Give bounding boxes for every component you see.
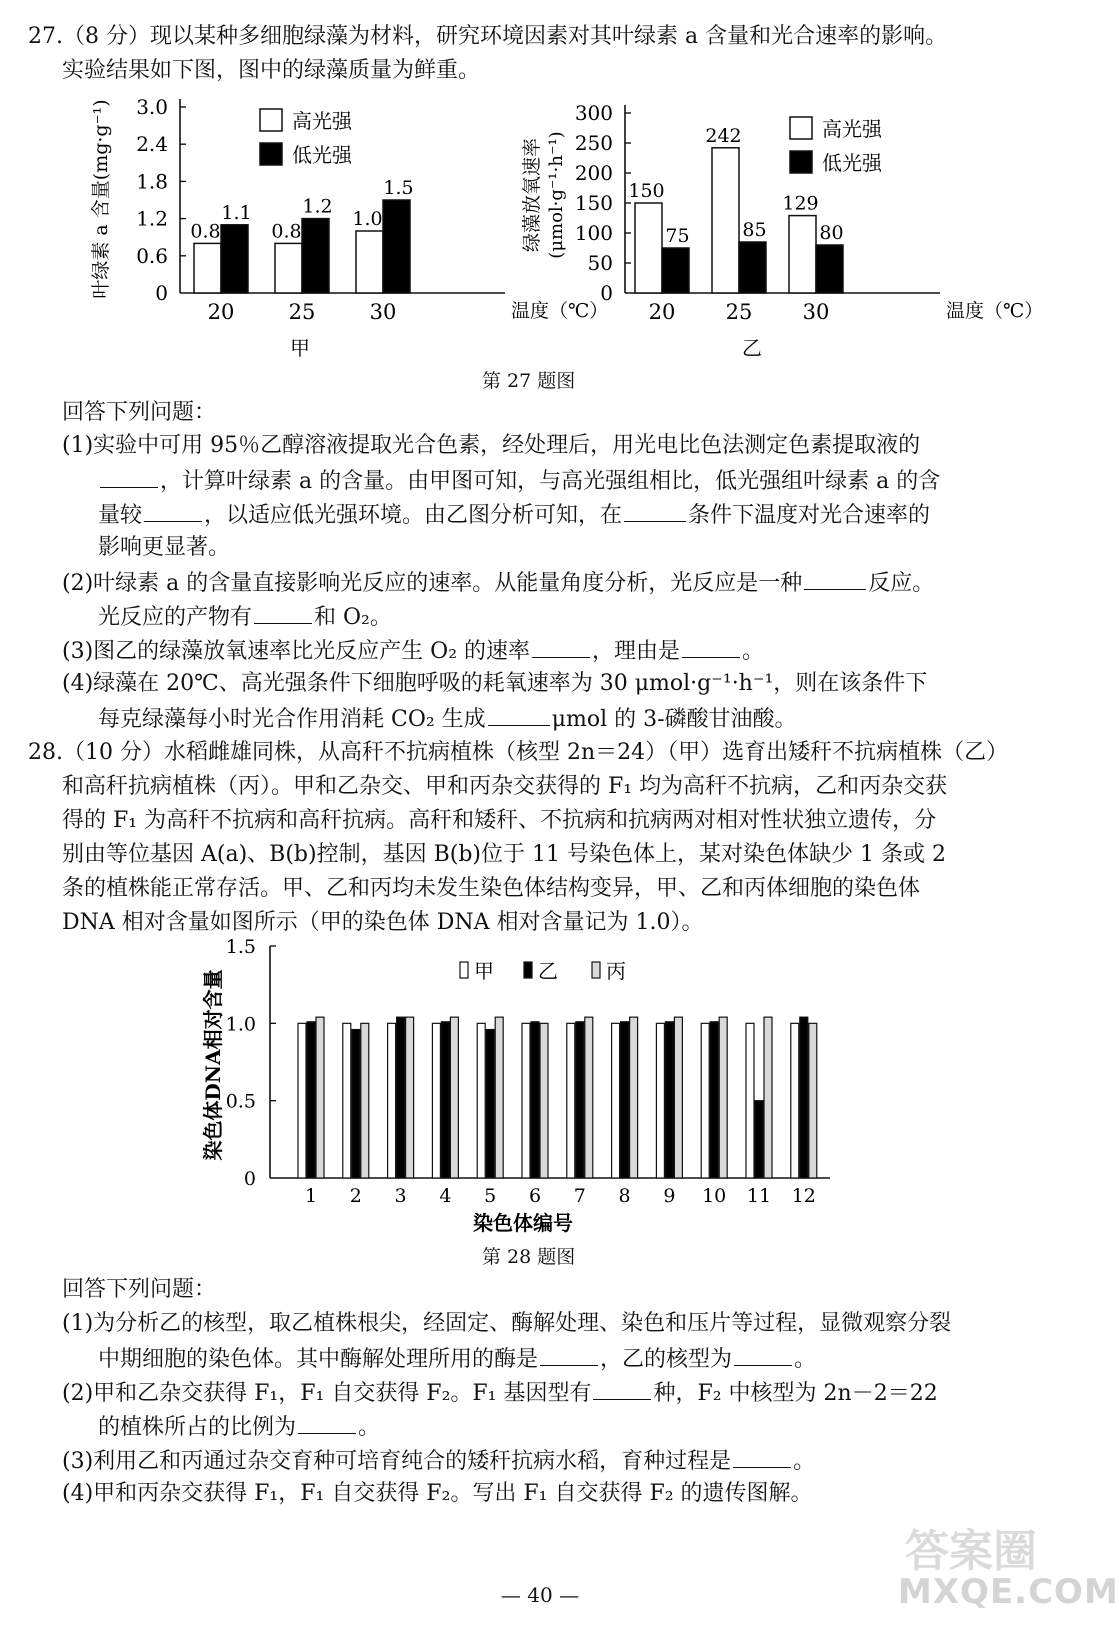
y-tick-label: 300 [574, 101, 613, 125]
bar-丙 [450, 1017, 458, 1178]
x-tick-label: 2 [349, 1185, 362, 1207]
bar-乙 [307, 1022, 315, 1178]
data-label: 75 [665, 225, 690, 247]
q28-p1-line2: 中期细胞的染色体。其中酶解处理所用的酶是 ，乙的核型为 。 [98, 1343, 816, 1375]
answer-blank[interactable] [734, 1343, 792, 1366]
x-tick-label: 8 [618, 1185, 631, 1207]
q28-line-6: DNA 相对含量如图所示（甲的染色体 DNA 相对含量记为 1.0）。 [62, 910, 704, 935]
y-tick-label: 250 [574, 131, 613, 155]
bar-high-light [275, 243, 302, 293]
legend-swatch [460, 962, 468, 978]
y-axis-label-top: 绿藻放氧速率 [521, 137, 543, 253]
y-axis-label: 叶绿素 a 含量(mg·g⁻¹) [90, 99, 112, 299]
bar-乙 [531, 1022, 539, 1178]
bar-甲 [388, 1023, 396, 1178]
bar-甲 [432, 1023, 440, 1178]
bar-high-light [635, 203, 662, 293]
bar-甲 [701, 1023, 709, 1178]
bar-丙 [406, 1017, 414, 1178]
watermark-logo: 答案圈 [905, 1526, 1037, 1577]
answer-blank[interactable] [488, 703, 550, 726]
bar-乙 [441, 1022, 449, 1178]
q28-p2-line2: 的植株所占的比例为 。 [98, 1411, 380, 1443]
q28-line-3: 得的 F₁ 为高秆不抗病和高秆抗病。高秆和矮秆、不抗病和抗病两对相对性状独立遗传，分 [62, 808, 937, 833]
x-axis-label: 温度（℃） [511, 300, 609, 322]
legend-label: 丙 [606, 959, 626, 983]
legend-label: 高光强 [822, 117, 882, 141]
q28-p2-line1: (2)甲和乙杂交获得 F₁，F₁ 自交获得 F₂。F₁ 基因型有 种，F₂ 中核型为 2n－2＝22 [62, 1377, 938, 1409]
x-tick-label: 1 [304, 1185, 318, 1207]
bar-乙 [665, 1022, 673, 1178]
data-label: 1.1 [221, 201, 252, 224]
answer-blank[interactable] [540, 1343, 598, 1366]
y-tick-label: 0 [243, 1168, 256, 1190]
x-tick-label: 30 [369, 300, 397, 324]
watermark: MXQE.COM [898, 1572, 1119, 1612]
bar-丙 [585, 1017, 593, 1178]
x-tick-label: 20 [648, 300, 676, 324]
legend-label: 甲 [474, 959, 494, 983]
q27-p1-line3: 量较 ，以适应低光强环境。由乙图分析可知，在 条件下温度对光合速率的 [98, 499, 930, 531]
chart-yi [521, 95, 1044, 365]
y-tick-label: 1.8 [136, 169, 168, 194]
x-tick-label: 11 [746, 1185, 772, 1207]
q27-p4-line2: 每克绿藻每小时光合作用消耗 CO₂ 生成 μmol 的 3-磷酸甘油酸。 [98, 703, 797, 735]
x-tick-label: 4 [439, 1185, 452, 1207]
answer-blank[interactable] [532, 635, 590, 658]
q27-p1-line4: 影响更显著。 [98, 535, 231, 560]
bar-甲 [612, 1023, 620, 1178]
bar-乙 [352, 1030, 360, 1178]
y-tick-label: 0.5 [225, 1090, 256, 1113]
bar-丙 [809, 1023, 817, 1178]
bar-high-light [194, 243, 221, 293]
chart-28 [190, 936, 870, 1240]
y-tick-label: 100 [574, 221, 613, 245]
data-label: 242 [705, 124, 742, 147]
q27-answer-intro: 回答下列问题： [62, 400, 217, 425]
q28-p1-line1: (1)为分析乙的核型，取乙植株根尖，经固定、酶解处理、染色和压片等过程，显微观察分裂 [62, 1311, 952, 1336]
x-tick-label: 7 [573, 1185, 586, 1207]
x-tick-label: 9 [663, 1185, 676, 1207]
x-axis-label: 温度（℃） [946, 300, 1044, 322]
y-tick-label: 50 [587, 251, 613, 275]
y-tick-label: 2.4 [136, 132, 168, 157]
data-label: 1.0 [352, 208, 383, 230]
bar-low-light [383, 200, 410, 293]
q28-p4: (4)甲和丙杂交获得 F₁，F₁ 自交获得 F₂。写出 F₁ 自交获得 F₂ 的遗传图解。 [62, 1481, 813, 1506]
bar-甲 [343, 1023, 351, 1178]
y-tick-label: 1.5 [225, 936, 256, 958]
bar-乙 [710, 1022, 718, 1178]
y-tick-label: 150 [574, 191, 613, 215]
y-axis-label: 染色体DNA相对含量 [201, 969, 225, 1161]
legend-swatch [592, 962, 600, 978]
bar-丙 [719, 1017, 727, 1178]
bar-丙 [316, 1017, 324, 1178]
answer-blank[interactable] [804, 567, 866, 590]
figure-28-caption: 第 28 题图 [482, 1246, 576, 1268]
data-label: 80 [819, 222, 844, 244]
answer-blank[interactable] [144, 499, 202, 522]
legend-swatch [790, 151, 812, 173]
q28-line-5: 条的植株能正常存活。甲、乙和丙均未发生染色体结构变异，甲、乙和丙体细胞的染色体 [62, 876, 921, 901]
bar-丙 [630, 1017, 638, 1178]
bar-乙 [800, 1017, 808, 1178]
legend-swatch [260, 143, 282, 165]
answer-blank[interactable] [254, 601, 312, 624]
y-tick-label: 0.6 [136, 243, 168, 268]
bar-甲 [298, 1023, 306, 1178]
x-tick-label: 6 [528, 1185, 542, 1207]
bar-甲 [791, 1023, 799, 1178]
bar-甲 [522, 1023, 530, 1178]
answer-blank[interactable] [733, 1445, 791, 1468]
data-label: 1.5 [383, 177, 414, 199]
x-tick-label: 12 [791, 1185, 816, 1207]
q27-p3: (3)图乙的绿藻放氧速率比光反应产生 O₂ 的速率 ，理由是 。 [62, 635, 764, 667]
legend-swatch [790, 117, 812, 139]
x-tick-label: 30 [802, 300, 830, 324]
y-tick-label: 0 [600, 281, 613, 305]
q28-p3: (3)利用乙和丙通过杂交育种可培育纯合的矮秆抗病水稻，育种过程是 。 [62, 1445, 815, 1477]
bar-low-light [302, 219, 329, 293]
data-label: 0.8 [271, 220, 302, 243]
q27-p1-line2: ，计算叶绿素 a 的含量。由甲图可知，与高光强组相比，低光强组叶绿素 a 的含 [98, 465, 940, 497]
q27-line-1: 27.（8 分）现以某种多细胞绿藻为材料，研究环境因素对其叶绿素 a 含量和光合速率的影响。 [28, 24, 948, 49]
y-tick-label: 3.0 [136, 95, 168, 119]
answer-blank[interactable] [100, 465, 158, 488]
page-number: — 40 — [500, 1583, 580, 1607]
y-axis-label-bottom: (μmol·g⁻¹·h⁻¹) [546, 131, 567, 259]
bar-甲 [477, 1023, 485, 1178]
bar-乙 [755, 1101, 763, 1178]
q27-p1-line1: (1)实验中可用 95％乙醇溶液提取光合色素，经处理后，用光电比色法测定色素提取液的 [62, 433, 921, 458]
q27-p2-line1: (2)叶绿素 a 的含量直接影响光反应的速率。从能量角度分析，光反应是一种 反应。 [62, 567, 934, 599]
x-axis-label: 染色体编号 [473, 1211, 573, 1235]
legend-swatch [260, 109, 282, 131]
legend-label: 高光强 [292, 109, 352, 133]
q28-line-4: 别由等位基因 A(a)、B(b)控制，基因 B(b)位于 11 号染色体上，某对染色体缺少 1 条或 2 [62, 842, 946, 867]
x-tick-label: 20 [207, 300, 235, 324]
bar-high-light [789, 216, 816, 293]
bar-乙 [576, 1022, 584, 1178]
y-tick-label: 200 [574, 161, 613, 185]
bar-high-light [356, 231, 383, 293]
bar-high-light [712, 148, 739, 293]
bar-丙 [540, 1023, 548, 1178]
legend-label: 低光强 [292, 143, 352, 167]
chart-subtitle: 甲 [290, 336, 310, 360]
x-tick-label: 5 [484, 1185, 497, 1207]
bar-乙 [486, 1030, 494, 1178]
data-label: 1.2 [302, 195, 333, 218]
y-tick-label: 1.2 [136, 206, 168, 231]
bar-丙 [495, 1017, 503, 1178]
q28-answer-intro: 回答下列问题： [62, 1277, 217, 1302]
legend-label: 乙 [538, 959, 558, 983]
bar-low-light [662, 248, 689, 293]
figure-27-caption: 第 27 题图 [482, 370, 576, 392]
y-tick-label: 1.0 [225, 1013, 256, 1036]
bar-乙 [397, 1017, 405, 1178]
q27-p4-line1: (4)绿藻在 20℃、高光强条件下细胞呼吸的耗氧速率为 30 μmol·g⁻¹·h⁻¹，则在该条件下 [62, 671, 928, 696]
answer-blank[interactable] [624, 499, 686, 522]
data-label: 129 [782, 192, 819, 215]
bar-乙 [621, 1022, 629, 1178]
bar-low-light [739, 242, 766, 293]
bar-low-light [816, 245, 843, 293]
answer-blank[interactable] [682, 635, 740, 658]
chart-subtitle: 乙 [742, 336, 762, 360]
bar-丙 [674, 1017, 682, 1178]
q28-line-2: 和高秆抗病植株（丙）。甲和乙杂交、甲和丙杂交获得的 F₁ 均为高秆不抗病，乙和丙杂交获 [62, 774, 948, 799]
x-tick-label: 10 [702, 1185, 727, 1207]
bar-甲 [567, 1023, 575, 1178]
x-tick-label: 25 [725, 300, 753, 324]
bar-甲 [656, 1023, 664, 1178]
answer-blank[interactable] [298, 1411, 356, 1434]
legend-swatch [524, 962, 532, 978]
q27-line-2: 实验结果如下图，图中的绿藻质量为鲜重。 [62, 58, 481, 83]
bar-丙 [361, 1023, 369, 1178]
bar-low-light [221, 225, 248, 293]
data-label: 85 [742, 219, 767, 241]
data-label: 150 [628, 180, 665, 202]
data-label: 0.8 [190, 220, 221, 243]
q28-line-1: 28.（10 分）水稻雌雄同株，从高秆不抗病植株（核型 2n＝24）（甲）选育出矮秆不抗病植株（乙） [28, 740, 1009, 765]
x-tick-label: 25 [288, 300, 316, 324]
bar-丙 [764, 1017, 772, 1178]
y-tick-label: 0 [155, 281, 168, 305]
x-tick-label: 3 [394, 1185, 407, 1207]
legend-label: 低光强 [822, 151, 882, 175]
bar-甲 [746, 1023, 754, 1178]
q27-p2-line2: 光反应的产物有 和 O₂。 [98, 601, 392, 633]
answer-blank[interactable] [593, 1377, 651, 1400]
